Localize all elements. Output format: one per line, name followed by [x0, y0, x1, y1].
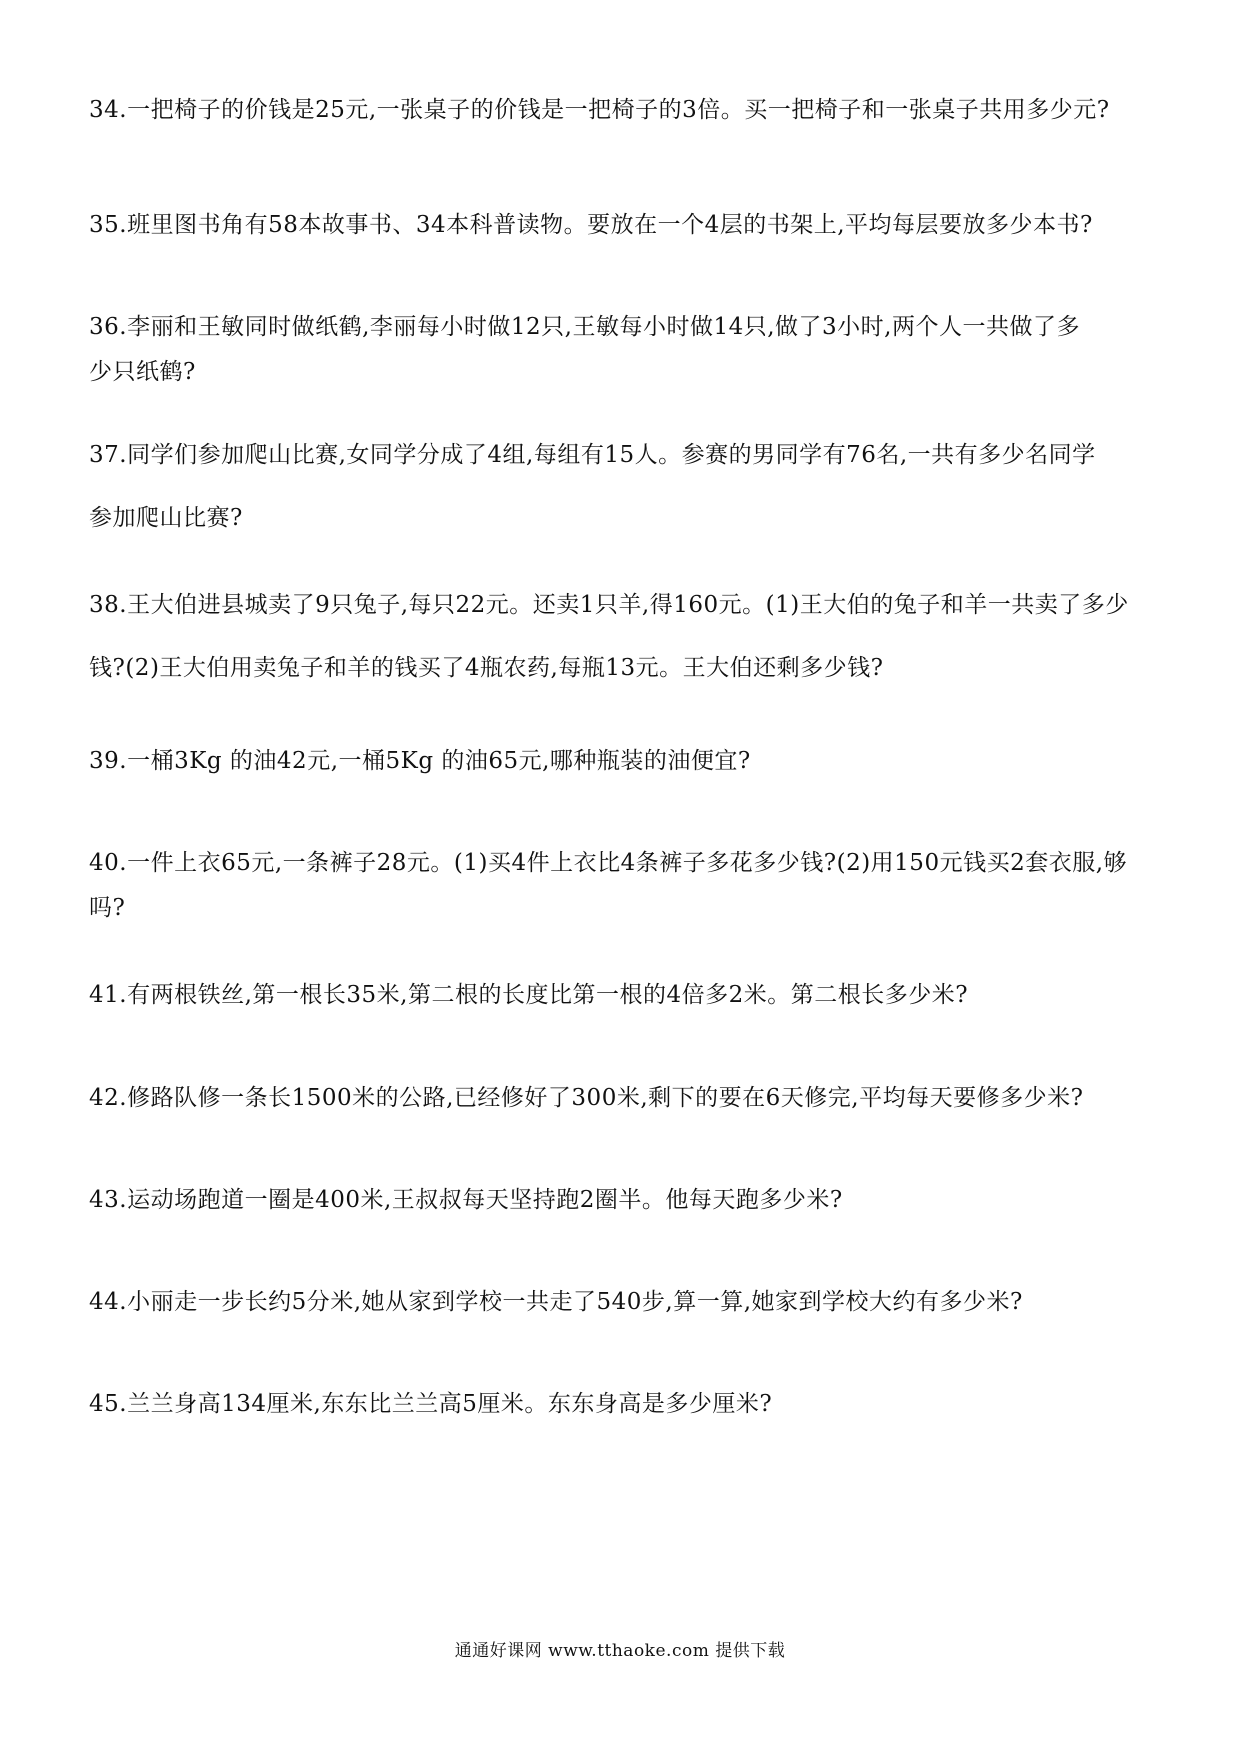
problem-text-line: 43.运动场跑道一圈是400米,王叔叔每天坚持跑2圈半。他每天跑多少米?: [89, 1187, 843, 1213]
problem-44: [89, 1288, 1169, 1317]
problem-40: [89, 849, 1169, 923]
problem-text-line: 35.班里图书角有58本故事书、34本科普读物。要放在一个4层的书架上,平均每层要放多少本书?: [89, 212, 1093, 238]
problem-text-line: 钱?(2)王大伯用卖兔子和羊的钱买了4瓶农药,每瓶13元。王大伯还剩多少钱?: [89, 655, 884, 681]
problem-42: [89, 1084, 1169, 1113]
problem-38: [89, 591, 1169, 683]
problem-39: [89, 747, 1169, 776]
problem-text-line: 42.修路队修一条长1500米的公路,已经修好了300米,剩下的要在6天修完,平均每天要修多少米?: [89, 1085, 1084, 1111]
problem-text-line: 36.李丽和王敏同时做纸鹤,李丽每小时做12只,王敏每小时做14只,做了3小时,两个人一共做了多: [89, 314, 1080, 340]
problem-text-line: 45.兰兰身高134厘米,东东比兰兰高5厘米。东东身高是多少厘米?: [89, 1391, 773, 1417]
problem-text-line: 参加爬山比赛?: [89, 505, 243, 531]
problem-text-line: 34.一把椅子的价钱是25元,一张桌子的价钱是一把椅子的3倍。买一把椅子和一张桌子共用多少元?: [89, 97, 1110, 123]
problem-34: [89, 96, 1169, 125]
problem-text-line: 37.同学们参加爬山比赛,女同学分成了4组,每组有15人。参赛的男同学有76名,一共有多少名同学: [89, 442, 1096, 468]
problem-36: [89, 313, 1169, 387]
problem-text-line: 39.一桶3Kg 的油42元,一桶5Kg 的油65元,哪种瓶装的油便宜?: [89, 748, 751, 774]
page-footer: 通通好课网 www.tthaoke.com 提供下载: [454, 1641, 786, 1661]
problem-37: [89, 441, 1169, 533]
problem-text-line: 少只纸鹤?: [89, 359, 196, 385]
problem-35: [89, 211, 1169, 240]
problem-text-line: 38.王大伯进县城卖了9只兔子,每只22元。还卖1只羊,得160元。(1)王大伯的兔子和羊一共卖了多少: [89, 592, 1129, 618]
problem-text-line: 吗?: [89, 895, 126, 921]
problem-45: [89, 1390, 1169, 1419]
problem-41: [89, 981, 1169, 1010]
problem-text-line: 41.有两根铁丝,第一根长35米,第二根的长度比第一根的4倍多2米。第二根长多少米?: [89, 982, 969, 1008]
problem-text-line: 40.一件上衣65元,一条裤子28元。(1)买4件上衣比4条裤子多花多少钱?(2)用150元钱买2套衣服,够: [89, 850, 1128, 876]
problem-43: [89, 1186, 1169, 1215]
problem-text-line: 44.小丽走一步长约5分米,她从家到学校一共走了540步,算一算,她家到学校大约有多少米?: [89, 1289, 1023, 1315]
